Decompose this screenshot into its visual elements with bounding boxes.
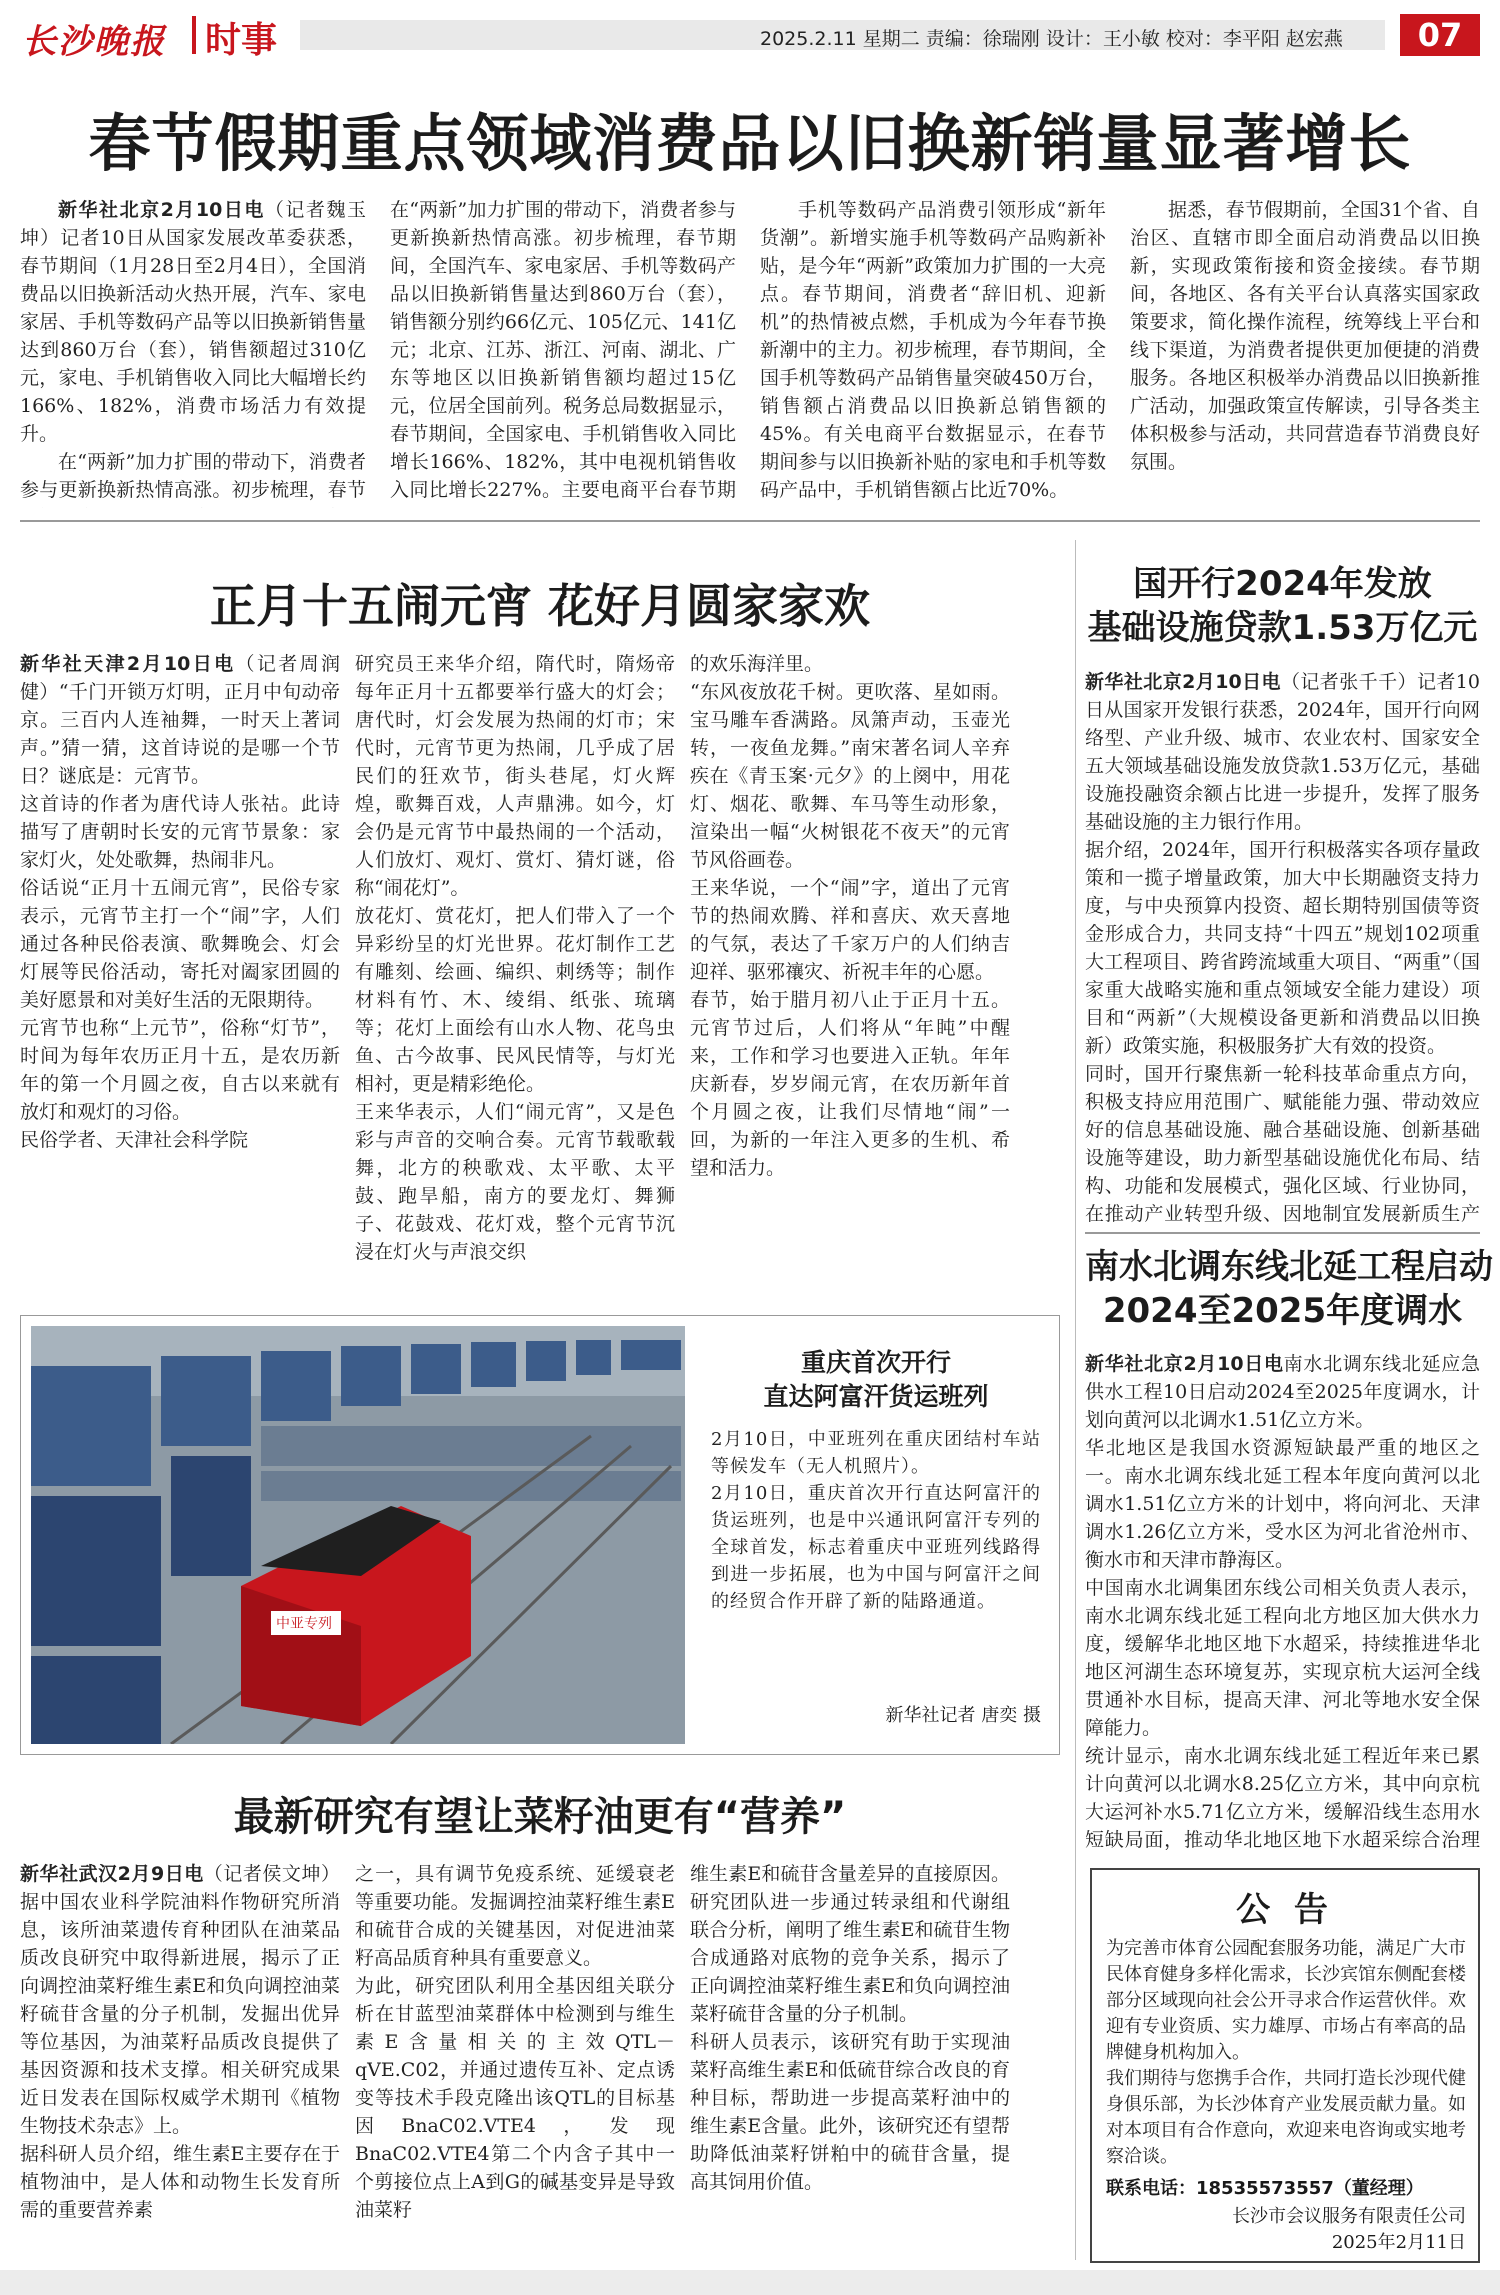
page-number: 07 xyxy=(1400,14,1480,56)
lantern-col-1 xyxy=(20,650,340,1280)
cdb-headline-line-2: 基础设施贷款1.53万亿元 xyxy=(1087,608,1478,648)
rapeseed-text-1: （记者侯文坤）据中国农业科学院油料作物研究所消息，该所油菜遗传育种团队在油菜品质改良研究中取得新进展，揭示了正向调控油菜籽维生素E和负向调控油菜籽硫苷含量的分子机制，发掘出优异等位基因，为油菜籽品质改良提供了基因资源和技术支撑。相关研究成果近日发表在国际权威学术期刊《植物生物技术杂志》上。 据科研人员介绍，维生素E主要存在于植物油中，是人体和动物生长发育所需的重要营养素 xyxy=(20,1863,340,2221)
lantern-headline: 正月十五闹元宵 花好月圆家家欢 xyxy=(209,579,870,633)
notice-org: 长沙市会议服务有限责任公司 xyxy=(1232,2206,1466,2227)
main-headline: 春节假期重点领域消费品以旧换新销量显著增长 xyxy=(88,107,1412,180)
main-article-col-1b xyxy=(20,448,366,508)
main-article-byline: 新华社北京2月10日电 xyxy=(58,199,265,221)
section-rule xyxy=(20,520,1480,522)
notice-date: 2025年2月11日 xyxy=(1331,2232,1466,2253)
main-article-para-2-cont: 在“两新”加力扩围的带动下，消费者参与更新换新热情高涨。初步梳理，春节期间，全国汽车、家电家居、手机等数码产品以旧换新销售量达到860万台（套），销售额分别约66亿元、105亿元、141亿元；北京、江苏、浙江、河南、湖北、广东等地区以旧换新销售额均超过15亿元，位居全国前列。税务总局数据显示，春节期间，全国家电、手机销售收入同比增长166%、182%，其中电视机销售收入同比增长227%。主要电商平台春节期 xyxy=(390,199,736,501)
lantern-byline: 新华社天津2月10日电 xyxy=(20,653,236,675)
water-byline: 新华社北京2月10日电 xyxy=(1085,1353,1284,1375)
cdb-text: （记者张千千）记者10日从国家开发银行获悉，2024年，国开行向网络型、产业升级、城市、农业农村、国家安全五大领域基础设施发放贷款1.53万亿元，基础设施投融资余额占比进一步提升，发挥了服务基础设施的主力银行作用。 据介绍，2024年，国开行积极落实各项存量政策和一揽子增量政策，加大中长期融资支持力度，与中央预算内投资、超长期特别国债等资金形成合力，共同支持“十四五”规划102项重大工程项目、跨省跨流域重大项目、“两重”（国家重大战略实施和重点领域安全能力建设）项目和“两新”（大规模设备更新和消费品以旧换新）政策实施，积极服务扩大有效的投资。 同时，国开行聚焦新一轮科技革命重点方向，积极支持应用范围广、赋能能力强、带动效应好的信息基础设施、融合基础设施、创新基础设施等建设，助力新型基础设施优化布局、结构、功能和发展模式，强化区域、行业协同，在推动产业转型升级、因地制宜发展新质生产 xyxy=(1085,671,1480,1225)
rapeseed-byline: 新华社武汉2月9日电 xyxy=(20,1863,204,1885)
water-body xyxy=(1085,1350,1480,1850)
water-text: 南水北调东线北延应急供水工程10日启动2024至2025年度调水，计划向黄河以北调水1.51亿立方米。 华北地区是我国水资源短缺最严重的地区之一。南水北调东线北延工程本年度向黄河以北调水1.51亿立方米的计划中，将向河北、天津调水1.26亿立方米，受水区为河北省沧州市、衡水市和天津市静海区。 中国南水北调集团东线公司相关负责人表示，南水北调东线北延工程向北方地区加大供水力度，缓解华北地区地下水超采，持续推进华北地区河湖生态环境复苏，实现京杭大运河全线贯通补水目标，提高天津、河北等地水安全保障能力。 统计显示，南水北调东线北延工程近年来已累计向黄河以北调水8.25亿立方米，其中向京杭大运河补水5.71亿立方米，缓解沿线生态用水短缺局面，推动华北地区地下水超采综合治理 xyxy=(1085,1353,1480,1850)
section-name: 时事 xyxy=(205,20,278,61)
rapeseed-col-1 xyxy=(20,1860,340,2260)
main-article-para-3: 手机等数码产品消费引领形成“新年货潮”。新增实施手机等数码产品购新补贴，是今年“两新”政策加力扩围的一大亮点。春节期间，消费者“辞旧机、迎新机”的热情被点燃，手机成为今年春节换新潮中的主力。初步梳理，春节期间，全国手机等数码产品销售量突破450万台，销售额占消费品以旧换新总销售额的45%。有关电商平台数据显示，在春节期间参与以旧换新补贴的家电和手机等数码产品中，手机销售额占比近70%。 xyxy=(760,199,1106,501)
right-rule-1 xyxy=(1085,1232,1480,1234)
train-photo xyxy=(31,1326,685,1744)
masthead-divider xyxy=(192,16,196,54)
train-photo-image xyxy=(31,1326,685,1744)
water-headline xyxy=(1085,1245,1493,1333)
main-article-para-1: （记者魏玉坤）记者10日从国家发展改革委获悉，春节期间（1月28日至2月4日），全国消费品以旧换新活动火热开展，汽车、家电家居、手机等数码产品等以旧换新销售量达到860万台（套），销售额超过310亿元，家电、手机销售收入同比大幅增长约166%、182%，消费市场活力有效提升。 xyxy=(20,199,366,445)
cdb-headline xyxy=(1085,562,1480,650)
photo-story xyxy=(20,1315,1060,1755)
rapeseed-col-3: 维生素E和硫苷含量差异的直接原因。研究团队进一步通过转录组和代谢组联合分析，阐明了维生素E和硫苷生物合成通路对底物的竞争关系，揭示了正向调控油菜籽维生素E和负向调控油菜籽硫苷含量的分子机制。 科研人员表示，该研究有助于实现油菜籽高维生素E和低硫苷综合改良的育种目标，帮助进一步提高菜籽油中的维生素E含量。此外，该研究还有望帮助降低油菜籽饼粕中的硫苷含量，提高其饲用价值。 xyxy=(690,1863,1010,2193)
photo-caption: 2月10日，中亚班列在重庆团结村车站等候发车（无人机照片）。 2月10日，重庆首次开行直达阿富汗的货运班列，也是中兴通讯阿富汗专列的全球首发，标志着重庆中亚班列线路得到进一步拓展，也为中国与阿富汗之间的经贸合作开辟了新的陆路通道。 xyxy=(711,1429,1041,1612)
rapeseed-headline: 最新研究有望让菜籽油更有“营养” xyxy=(233,1794,847,1840)
photo-story-headline-line-1: 重庆首次开行 xyxy=(800,1348,951,1377)
main-article-para-4: 据悉，春节假期前，全国31个省、自治区、直辖市即全面启动消费品以旧换新，实现政策衔接和资金接续。春节期间，各地区、各有关平台认真落实国家政策要求，简化操作流程，统筹线上平台和线下渠道，为消费者提供更加便捷的消费服务。各地区积极举办消费品以旧换新推广活动，加强政策宣传解读，引导各类主体积极参与活动，共同营造春节消费良好氛围。 xyxy=(1130,199,1480,473)
photo-story-headline xyxy=(711,1346,1041,1414)
newspaper-logo: 长沙晚报 xyxy=(22,22,166,62)
photo-credit: 新华社记者 唐奕 摄 xyxy=(885,1705,1041,1726)
main-article-para-2: 在“两新”加力扩围的带动下，消费者参与更新换新热情高涨。初步梳理，春节 xyxy=(20,451,366,501)
water-headline-line-2: 2024至2025年度调水 xyxy=(1102,1291,1463,1331)
photo-story-headline-line-2: 直达阿富汗货运班列 xyxy=(763,1382,989,1411)
water-headline-line-1: 南水北调东线北延工程启动 xyxy=(1085,1247,1493,1287)
cdb-headline-line-1: 国开行2024年发放 xyxy=(1133,564,1432,604)
locomotive-text: 中亚专列 xyxy=(276,1616,332,1632)
column-divider xyxy=(1075,540,1076,2260)
page-footer-band xyxy=(0,2270,1500,2295)
cdb-body xyxy=(1085,668,1480,1228)
main-article-col-4 xyxy=(1130,196,1480,506)
lantern-col-3: 的欢乐海洋里。 “东风夜放花千树。更吹落、星如雨。宝马雕车香满路。凤箫声动，玉壶光转，一夜鱼龙舞。”南宋著名词人辛弃疾在《青玉案·元夕》的上阕中，用花灯、烟花、歌舞、车马等生动形象，渲染出一幅“火树银花不夜天”的元宵节风俗画卷。 王来华说，一个“闹”字，道出了元宵节的热闹欢腾、祥和喜庆、欢天喜地的气氛，表达了千家万户的人们纳吉迎祥、驱邪禳灾、祈祝丰年的心愿。 春节，始于腊月初八止于正月十五。元宵节过后，人们将从“年盹”中醒来，工作和学习也要进入正轨。年年庆新春，岁岁闹元宵，在农历新年首个月圆之夜，让我们尽情地“闹”一回，为新的一年注入更多的生机、希望和活力。 xyxy=(690,653,1010,1179)
notice-title: 公 告 xyxy=(1236,1890,1334,1930)
issue-info: 2025.2.11 星期二 责编：徐瑞刚 设计：王小敏 校对：李平阳 赵宏燕 xyxy=(760,28,1343,50)
main-article-col-2 xyxy=(390,196,736,506)
notice-contact: 联系电话：18535573557（董经理） xyxy=(1106,2178,1424,2199)
lantern-col-2: 研究员王来华介绍，隋代时，隋炀帝每年正月十五都要举行盛大的灯会；唐代时，灯会发展为热闹的灯市；宋代时，元宵节更为热闹，几乎成了居民们的狂欢节，街头巷尾，灯火辉煌，歌舞百戏，人声鼎沸。如今，灯会仍是元宵节中最热闹的一个活动，人们放灯、观灯、赏灯、猜灯谜，俗称“闹花灯”。 放花灯、赏花灯，把人们带入了一个异彩纷呈的灯光世界。花灯制作工艺有雕刻、绘画、编织、刺绣等；制作材料有竹、木、绫绢、纸张、琉璃等；花灯上面绘有山水人物、花鸟虫鱼、古今故事、民风民情等，与灯光相衬，更是精彩绝伦。 王来华表示，人们“闹元宵”，又是色彩与声音的交响合奏。元宵节载歌载舞，北方的秧歌戏、太平歌、太平鼓、跑旱船，南方的要龙灯、舞狮子、花鼓戏、花灯戏，整个元宵节沉浸在灯火与声浪交织 xyxy=(355,653,675,1263)
notice-body: 为完善市体育公园配套服务功能，满足广大市民体育健身多样化需求，长沙宾馆东侧配套楼部分区域现向社会公开寻求合作运营伙伴。欢迎有专业资质、实力雄厚、市场占有率高的品牌健身机构加入。 我们期待与您携手合作，共同打造长沙现代健身俱乐部，为长沙体育产业发展贡献力量。如对本项目有合作意向，欢迎来电咨询或实地考察洽谈。 xyxy=(1106,1938,1466,2166)
masthead xyxy=(0,0,1500,62)
lantern-text-1: （记者周润健）“千门开锁万灯明，正月中旬动帝京。三百内人连袖舞，一时天上著词声。”猜一猜，这首诗说的是哪一个节日？谜底是：元宵节。 这首诗的作者为唐代诗人张祜。此诗描写了唐朝时长安的元宵节景象：家家灯火，处处歌舞，热闹非凡。 俗话说“正月十五闹元宵”，民俗专家表示，元宵节主打一个“闹”字，人们通过各种民俗表演、歌舞晚会、灯会灯展等民俗活动，寄托对阖家团圆的美好愿景和对美好生活的无限期待。 元宵节也称“上元节”，俗称“灯节”，时间为每年农历正月十五，是农历新年的第一个月圆之夜，自古以来就有放灯和观灯的习俗。 民俗学者、天津社会科学院 xyxy=(20,653,340,1151)
public-notice xyxy=(1090,1868,1480,2263)
rapeseed-col-2: 之一，具有调节免疫系统、延缓衰老等重要功能。发掘调控油菜籽维生素E和硫苷合成的关键基因，对促进油菜籽高品质育种具有重要意义。 为此，研究团队利用全基因组关联分析在甘蓝型油菜群体中检测到与维生素E含量相关的主效QTL－qVE.C02，并通过遗传互补、定点诱变等技术手段克隆出该QTL的目标基因BnaC02.VTE4，发现BnaC02.VTE4第二个内含子其中一个剪接位点上A到G的碱基变异是导致油菜籽 xyxy=(355,1863,675,2221)
cdb-byline: 新华社北京2月10日电 xyxy=(1085,671,1281,693)
main-article-col-3 xyxy=(760,196,1106,506)
